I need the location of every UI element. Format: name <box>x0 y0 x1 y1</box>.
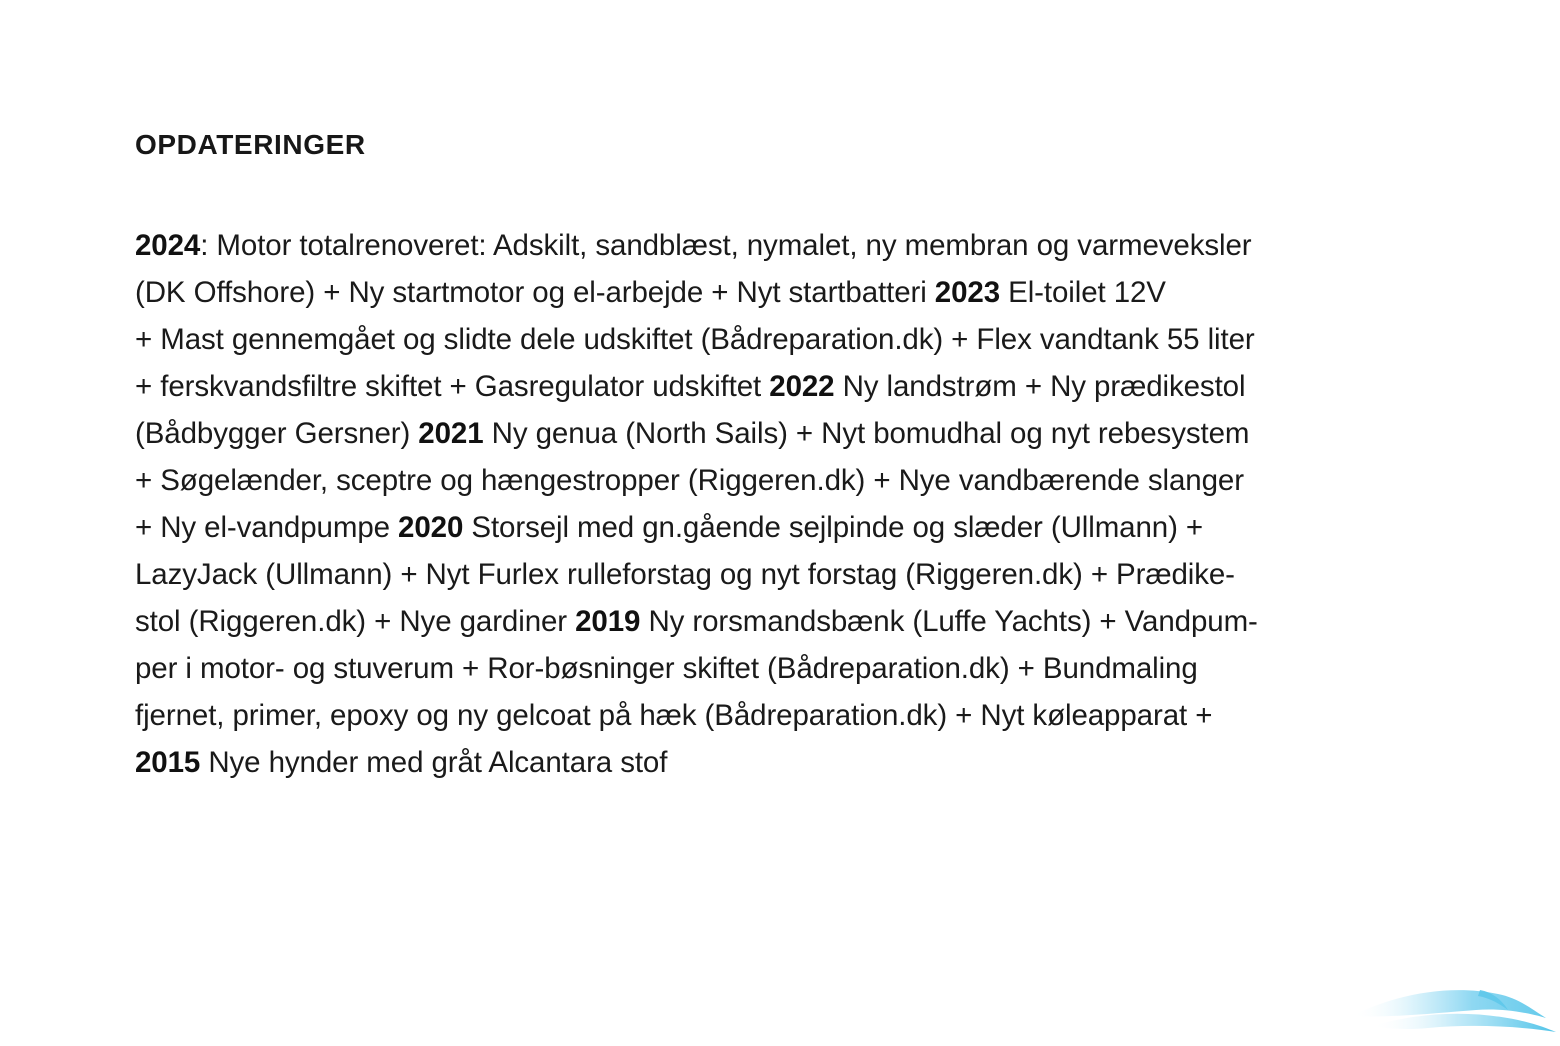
text-line-7 <box>135 504 1455 551</box>
text-run: El-toilet 12V <box>1000 276 1166 309</box>
text-run: + Mast gennemgået og slidte dele udskiftet (Bådreparation.dk) + Flex vandtank 55 liter <box>135 323 1255 356</box>
text-line-2 <box>135 269 1455 316</box>
text-line-6 <box>135 457 1455 504</box>
text-run: + ferskvandsfiltre skiftet + Gasregulator udskiftet <box>135 370 770 403</box>
text-run: : Motor totalrenoveret: Adskilt, sandblæst, nymalet, ny membran og varmeveksler <box>200 229 1252 262</box>
text-line-9 <box>135 598 1455 645</box>
text-line-1 <box>135 222 1455 269</box>
text-run: + Søgelænder, sceptre og hængestropper (Riggeren.dk) + Nye vandbærende slanger <box>135 464 1244 497</box>
text-line-12 <box>135 739 1455 786</box>
year-label: 2021 <box>418 417 484 450</box>
text-line-4 <box>135 363 1455 410</box>
text-run: Ny genua (North Sails) + Nyt bomudhal og nyt rebesystem <box>483 417 1250 450</box>
text-line-11 <box>135 692 1455 739</box>
text-line-10 <box>135 645 1455 692</box>
year-label: 2019 <box>575 605 641 638</box>
text-run: Ny landstrøm + Ny prædikestol <box>834 370 1246 403</box>
year-label: 2022 <box>769 370 835 403</box>
text-line-3 <box>135 316 1455 363</box>
text-run: LazyJack (Ullmann) + Nyt Furlex rulleforstag og nyt forstag (Riggeren.dk) + Prædike- <box>135 558 1235 591</box>
updates-text-block <box>135 222 1455 786</box>
page-title: OPDATERINGER <box>135 129 366 160</box>
text-run: Nye hynder med gråt Alcantara stof <box>200 746 668 779</box>
text-line-8 <box>135 551 1455 598</box>
text-run: per i motor- og stuverum + Ror-bøsninger skiftet (Bådreparation.dk) + Bundmaling <box>135 652 1198 685</box>
text-run: Ny rorsmandsbænk (Luffe Yachts) + Vandpum- <box>640 605 1258 638</box>
text-run: (Bådbygger Gersner) <box>135 417 419 450</box>
text-run: stol (Riggeren.dk) + Nye gardiner <box>135 605 576 638</box>
year-label: 2015 <box>135 746 201 779</box>
year-label: 2020 <box>398 511 464 544</box>
text-run: (DK Offshore) + Ny startmotor og el-arbejde + Nyt startbatteri <box>135 276 935 309</box>
text-line-5 <box>135 410 1455 457</box>
text-run: Storsejl med gn.gående sejlpinde og slæder (Ullmann) + <box>463 511 1204 544</box>
text-run: fjernet, primer, epoxy og ny gelcoat på hæk (Bådreparation.dk) + Nyt køleapparat + <box>135 699 1213 732</box>
text-run: + Ny el-vandpumpe <box>135 511 399 544</box>
wave-logo-icon <box>1350 968 1560 1046</box>
year-label: 2023 <box>934 276 1001 309</box>
year-label: 2024 <box>135 229 201 262</box>
